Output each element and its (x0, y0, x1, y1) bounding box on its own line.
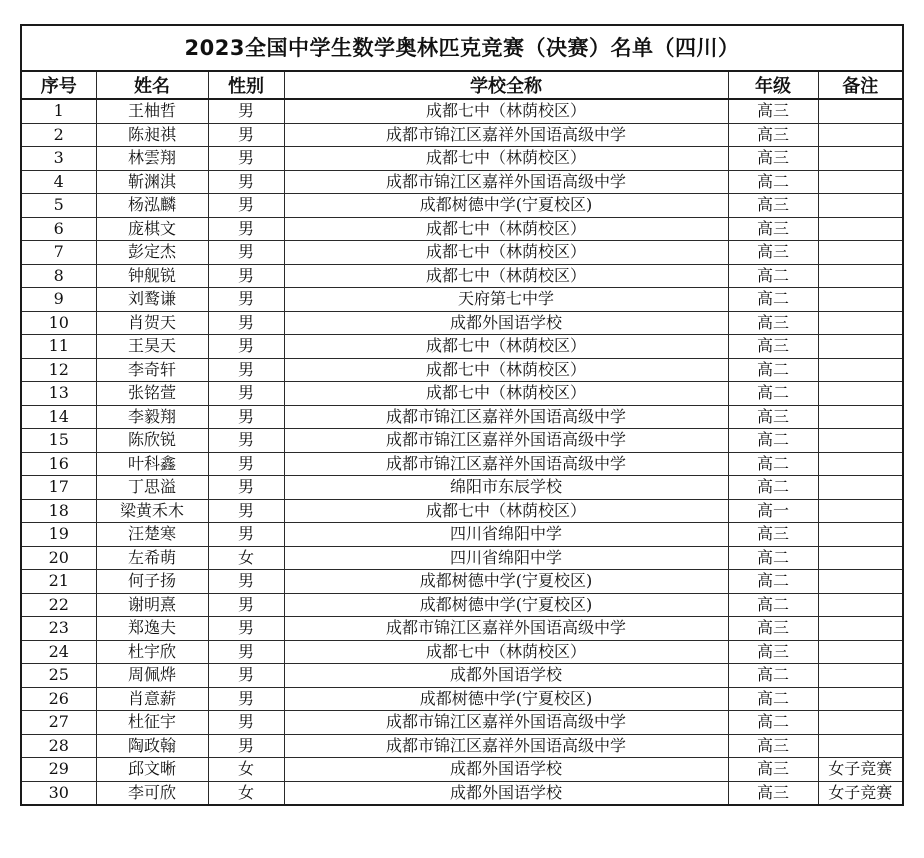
cell-no: 25 (22, 664, 96, 688)
cell-grade: 高三 (728, 194, 818, 218)
cell-name: 汪楚寒 (96, 523, 208, 547)
cell-name: 何子扬 (96, 570, 208, 594)
cell-note (818, 523, 902, 547)
table-row (22, 758, 902, 782)
cell-school: 四川省绵阳中学 (284, 546, 728, 570)
header-name: 姓名 (96, 72, 208, 99)
cell-no: 29 (22, 758, 96, 782)
cell-gender: 男 (208, 170, 284, 194)
header-gender: 性别 (208, 72, 284, 99)
table-row (22, 593, 902, 617)
cell-name: 张铭萱 (96, 382, 208, 406)
cell-name: 庞棋文 (96, 217, 208, 241)
cell-no: 30 (22, 781, 96, 804)
table-row (22, 123, 902, 147)
cell-no: 28 (22, 734, 96, 758)
cell-grade: 高三 (728, 311, 818, 335)
cell-note (818, 123, 902, 147)
cell-no: 2 (22, 123, 96, 147)
table-row (22, 382, 902, 406)
cell-no: 4 (22, 170, 96, 194)
cell-gender: 男 (208, 382, 284, 406)
cell-grade: 高二 (728, 264, 818, 288)
cell-gender: 男 (208, 687, 284, 711)
cell-gender: 男 (208, 123, 284, 147)
cell-gender: 男 (208, 570, 284, 594)
table-row (22, 711, 902, 735)
cell-gender: 男 (208, 499, 284, 523)
cell-grade: 高三 (728, 147, 818, 171)
cell-name: 郑逸夫 (96, 617, 208, 641)
cell-no: 16 (22, 452, 96, 476)
cell-no: 1 (22, 99, 96, 123)
cell-grade: 高三 (728, 758, 818, 782)
header-school: 学校全称 (284, 72, 728, 99)
cell-note (818, 476, 902, 500)
cell-grade: 高三 (728, 241, 818, 265)
cell-school: 成都树德中学(宁夏校区) (284, 687, 728, 711)
cell-school: 成都市锦江区嘉祥外国语高级中学 (284, 617, 728, 641)
cell-school: 成都树德中学(宁夏校区) (284, 194, 728, 218)
table-row (22, 664, 902, 688)
cell-note (818, 734, 902, 758)
cell-no: 14 (22, 405, 96, 429)
cell-grade: 高二 (728, 288, 818, 312)
cell-name: 肖意薪 (96, 687, 208, 711)
cell-note (818, 617, 902, 641)
cell-note (818, 687, 902, 711)
cell-note (818, 335, 902, 359)
cell-school: 成都七中（林荫校区） (284, 358, 728, 382)
cell-school: 成都市锦江区嘉祥外国语高级中学 (284, 123, 728, 147)
cell-note (818, 429, 902, 453)
cell-note (818, 405, 902, 429)
cell-no: 9 (22, 288, 96, 312)
cell-grade: 高一 (728, 499, 818, 523)
table-row (22, 358, 902, 382)
cell-note (818, 640, 902, 664)
cell-no: 26 (22, 687, 96, 711)
cell-note (818, 264, 902, 288)
cell-name: 林雲翔 (96, 147, 208, 171)
cell-gender: 男 (208, 523, 284, 547)
cell-school: 绵阳市东辰学校 (284, 476, 728, 500)
cell-grade: 高二 (728, 170, 818, 194)
table-row (22, 452, 902, 476)
cell-note (818, 452, 902, 476)
header-grade: 年级 (728, 72, 818, 99)
table-row (22, 781, 902, 804)
cell-gender: 男 (208, 429, 284, 453)
cell-gender: 男 (208, 664, 284, 688)
cell-grade: 高二 (728, 382, 818, 406)
cell-note (818, 170, 902, 194)
cell-grade: 高二 (728, 546, 818, 570)
cell-school: 成都树德中学(宁夏校区) (284, 593, 728, 617)
cell-note (818, 241, 902, 265)
cell-school: 成都七中（林荫校区） (284, 241, 728, 265)
cell-gender: 女 (208, 781, 284, 804)
table-row (22, 147, 902, 171)
cell-school: 成都市锦江区嘉祥外国语高级中学 (284, 405, 728, 429)
cell-name: 李奇轩 (96, 358, 208, 382)
cell-name: 靳渊淇 (96, 170, 208, 194)
cell-school: 成都七中（林荫校区） (284, 147, 728, 171)
cell-school: 成都七中（林荫校区） (284, 640, 728, 664)
roster-table (22, 72, 902, 804)
cell-gender: 男 (208, 147, 284, 171)
cell-note (818, 546, 902, 570)
cell-gender: 男 (208, 311, 284, 335)
cell-no: 22 (22, 593, 96, 617)
cell-school: 四川省绵阳中学 (284, 523, 728, 547)
cell-no: 23 (22, 617, 96, 641)
table-row (22, 734, 902, 758)
cell-name: 李可欣 (96, 781, 208, 804)
table-row (22, 241, 902, 265)
cell-grade: 高三 (728, 781, 818, 804)
cell-note (818, 358, 902, 382)
cell-no: 5 (22, 194, 96, 218)
cell-no: 24 (22, 640, 96, 664)
cell-no: 7 (22, 241, 96, 265)
cell-name: 陈昶祺 (96, 123, 208, 147)
cell-grade: 高三 (728, 640, 818, 664)
cell-gender: 男 (208, 194, 284, 218)
cell-gender: 男 (208, 593, 284, 617)
cell-grade: 高二 (728, 476, 818, 500)
cell-grade: 高二 (728, 593, 818, 617)
cell-school: 成都七中（林荫校区） (284, 217, 728, 241)
cell-no: 27 (22, 711, 96, 735)
cell-grade: 高三 (728, 523, 818, 547)
cell-gender: 女 (208, 758, 284, 782)
cell-gender: 男 (208, 288, 284, 312)
cell-name: 钟舰锐 (96, 264, 208, 288)
cell-note (818, 593, 902, 617)
table-row (22, 311, 902, 335)
cell-name: 杜征宇 (96, 711, 208, 735)
cell-note (818, 570, 902, 594)
cell-name: 刘鹜谦 (96, 288, 208, 312)
cell-gender: 男 (208, 335, 284, 359)
cell-gender: 女 (208, 546, 284, 570)
table-row (22, 194, 902, 218)
cell-gender: 男 (208, 264, 284, 288)
header-row (22, 72, 902, 99)
cell-name: 陶政翰 (96, 734, 208, 758)
header-no: 序号 (22, 72, 96, 99)
table-row (22, 617, 902, 641)
cell-no: 20 (22, 546, 96, 570)
cell-name: 彭定杰 (96, 241, 208, 265)
cell-name: 谢明熹 (96, 593, 208, 617)
cell-name: 丁思溢 (96, 476, 208, 500)
cell-grade: 高三 (728, 335, 818, 359)
cell-grade: 高二 (728, 687, 818, 711)
cell-school: 天府第七中学 (284, 288, 728, 312)
cell-no: 17 (22, 476, 96, 500)
cell-school: 成都市锦江区嘉祥外国语高级中学 (284, 711, 728, 735)
roster-body (22, 99, 902, 804)
cell-school: 成都市锦江区嘉祥外国语高级中学 (284, 170, 728, 194)
cell-gender: 男 (208, 358, 284, 382)
cell-note: 女子竞赛 (818, 758, 902, 782)
cell-grade: 高二 (728, 711, 818, 735)
cell-gender: 男 (208, 452, 284, 476)
table-row (22, 405, 902, 429)
table-row (22, 523, 902, 547)
cell-school: 成都外国语学校 (284, 781, 728, 804)
cell-note (818, 99, 902, 123)
cell-name: 邱文晰 (96, 758, 208, 782)
table-row (22, 99, 902, 123)
cell-school: 成都市锦江区嘉祥外国语高级中学 (284, 734, 728, 758)
table-row (22, 640, 902, 664)
cell-no: 12 (22, 358, 96, 382)
cell-gender: 男 (208, 640, 284, 664)
cell-gender: 男 (208, 241, 284, 265)
cell-school: 成都七中（林荫校区） (284, 382, 728, 406)
cell-no: 21 (22, 570, 96, 594)
cell-school: 成都市锦江区嘉祥外国语高级中学 (284, 452, 728, 476)
cell-grade: 高三 (728, 217, 818, 241)
table-row (22, 476, 902, 500)
cell-no: 13 (22, 382, 96, 406)
document-title: 2023全国中学生数学奥林匹克竞赛（决赛）名单（四川） (22, 26, 902, 72)
cell-no: 11 (22, 335, 96, 359)
cell-no: 15 (22, 429, 96, 453)
cell-name: 肖贺天 (96, 311, 208, 335)
cell-school: 成都外国语学校 (284, 664, 728, 688)
table-row (22, 335, 902, 359)
cell-name: 王昊天 (96, 335, 208, 359)
cell-note (818, 147, 902, 171)
cell-school: 成都七中（林荫校区） (284, 335, 728, 359)
cell-school: 成都七中（林荫校区） (284, 99, 728, 123)
cell-gender: 男 (208, 476, 284, 500)
cell-grade: 高三 (728, 405, 818, 429)
cell-grade: 高二 (728, 664, 818, 688)
cell-gender: 男 (208, 617, 284, 641)
cell-no: 8 (22, 264, 96, 288)
cell-note: 女子竞赛 (818, 781, 902, 804)
cell-grade: 高二 (728, 570, 818, 594)
cell-name: 王柚哲 (96, 99, 208, 123)
cell-school: 成都市锦江区嘉祥外国语高级中学 (284, 429, 728, 453)
cell-grade: 高二 (728, 452, 818, 476)
cell-note (818, 664, 902, 688)
cell-name: 梁黄禾木 (96, 499, 208, 523)
cell-no: 3 (22, 147, 96, 171)
cell-no: 6 (22, 217, 96, 241)
table-row (22, 687, 902, 711)
cell-grade: 高二 (728, 358, 818, 382)
cell-grade: 高三 (728, 617, 818, 641)
cell-name: 左希萌 (96, 546, 208, 570)
table-row (22, 499, 902, 523)
table-row (22, 429, 902, 453)
cell-name: 李毅翔 (96, 405, 208, 429)
cell-name: 陈欣锐 (96, 429, 208, 453)
cell-gender: 男 (208, 734, 284, 758)
cell-gender: 男 (208, 99, 284, 123)
cell-no: 19 (22, 523, 96, 547)
table-row (22, 288, 902, 312)
cell-gender: 男 (208, 405, 284, 429)
cell-school: 成都外国语学校 (284, 311, 728, 335)
table-row (22, 546, 902, 570)
cell-note (818, 711, 902, 735)
cell-grade: 高三 (728, 99, 818, 123)
cell-no: 18 (22, 499, 96, 523)
cell-school: 成都树德中学(宁夏校区) (284, 570, 728, 594)
cell-grade: 高三 (728, 123, 818, 147)
table-row (22, 217, 902, 241)
cell-grade: 高三 (728, 734, 818, 758)
cell-note (818, 311, 902, 335)
cell-gender: 男 (208, 217, 284, 241)
cell-note (818, 217, 902, 241)
cell-no: 10 (22, 311, 96, 335)
table-row (22, 264, 902, 288)
cell-school: 成都外国语学校 (284, 758, 728, 782)
cell-name: 杜宇欣 (96, 640, 208, 664)
cell-name: 叶科鑫 (96, 452, 208, 476)
cell-school: 成都七中（林荫校区） (284, 264, 728, 288)
cell-name: 周佩烨 (96, 664, 208, 688)
table-row (22, 570, 902, 594)
cell-note (818, 194, 902, 218)
cell-school: 成都七中（林荫校区） (284, 499, 728, 523)
table-row (22, 170, 902, 194)
header-note: 备注 (818, 72, 902, 99)
cell-note (818, 382, 902, 406)
cell-gender: 男 (208, 711, 284, 735)
cell-name: 杨泓麟 (96, 194, 208, 218)
roster-sheet (20, 24, 904, 806)
cell-grade: 高二 (728, 429, 818, 453)
cell-note (818, 499, 902, 523)
cell-note (818, 288, 902, 312)
